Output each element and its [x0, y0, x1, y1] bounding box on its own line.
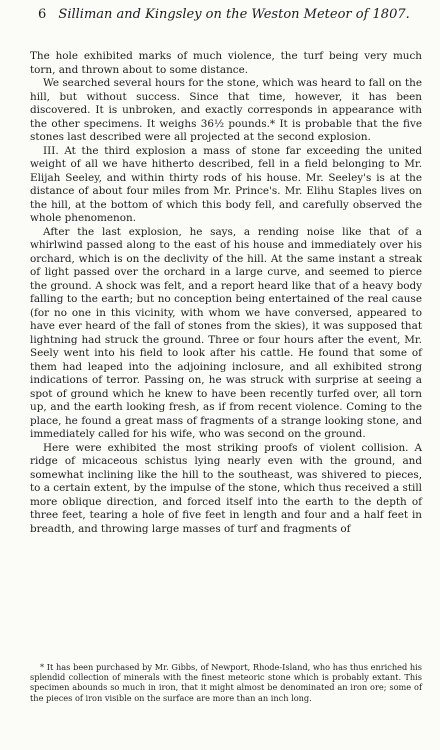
- paragraph: The hole exhibited marks of much violence, the turf being very much torn, and thrown about to some distance.: [30, 50, 422, 76]
- page-number: 6: [38, 7, 47, 22]
- body-text: [30, 50, 422, 536]
- footnote: [30, 662, 422, 703]
- footnote-text: * It has been purchased by Mr. Gibbs, of Newport, Rhode-Island, who has thus enriched his splendid collection of minerals with the finest meteoric stone which is probably extant. This specimen abounds so much in iron, that it might almost be denominated an iron ore; some of the pieces of iron visible on the surface are more than an inch long.: [30, 662, 422, 703]
- running-title: Silliman and Kingsley on the Weston Meteor of 1807.: [58, 7, 410, 22]
- running-head: [38, 6, 422, 24]
- paragraph: III. At the third explosion a mass of stone far exceeding the united weight of all we have hitherto described, fell in a field belonging to Mr. Elijah Seeley, and within thirty rods of his house. Mr. Seeley's is at the distance of about four miles from Mr. Prince's. Mr. Elihu Staples lives on the hill, at the bottom of which this body fell, and carefully observed the whole phenomenon.: [30, 144, 422, 224]
- paragraph: We searched several hours for the stone, which was heard to fall on the hill, but without success. Since that time, however, it has been discovered. It is unbroken, and exactly corresponds in appearance with the other specimens. It weighs 36½ pounds.* It is probable that the five stones last described were all projected at the second explosion.: [30, 77, 422, 143]
- paragraph: After the last explosion, he says, a rending noise like that of a whirlwind passed along to the east of his house and immediately over his orchard, which is on the declivity of the hill. At the same instant a streak of light passed over the orchard in a large curve, and seemed to pierce the ground. A shock was felt, and a report heard like that of a heavy body falling to the earth; but no conception being entertained of the real cause (for no one in this vicinity, with whom we have conversed, appeared to have ever heard of the fall of stones from the skies), it was supposed that lightning had struck the ground. Three or four hours after the event, Mr. Seely went into his field to look after his cattle. He found that some of them had leaped into the adjoining inclosure, and all exhibited strong indications of terror. Passing on, he was struck with surprise at seeing a spot of ground which he knew to have been recently turfed over, all torn up, and the earth looking fresh, as if from recent violence. Coming to the place, he found a great mass of fragments of a strange looking stone, and immediately called for his wife, who was second on the ground.: [30, 225, 422, 440]
- paragraph: Here were exhibited the most striking proofs of violent collision. A ridge of micaceous schistus lying nearly even with the ground, and somewhat inclining like the hill to the southeast, was shivered to pieces, to a certain extent, by the impulse of the stone, which thus received a still more oblique direction, and forced itself into the earth to the depth of three feet, tearing a hole of five feet in length and four and a half feet in breadth, and throwing large masses of turf and fragments of: [30, 441, 422, 535]
